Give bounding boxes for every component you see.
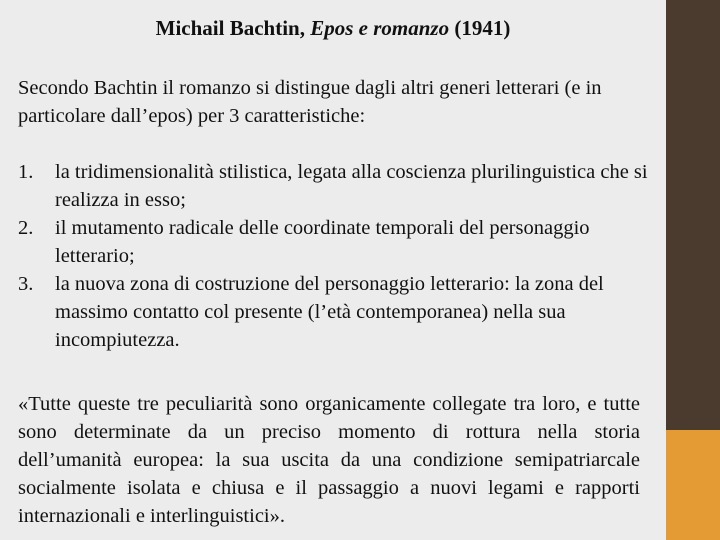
- title-year: (1941): [449, 16, 511, 40]
- list-item: [18, 214, 654, 270]
- list-item: [18, 270, 654, 354]
- list-item: [18, 158, 654, 214]
- list-item-number: 3.: [18, 273, 34, 295]
- list-item-text: il mutamento radicale delle coordinate temporali del personaggio letterario;: [55, 217, 590, 267]
- quote-paragraph: «Tutte queste tre peculiarità sono organicamente collegate tra loro, e tutte sono determinate da un preciso momento di rottura nella storia dell’umanità europea: la sua uscita da una condizione semipatriarcale socialmente isolata e chiusa e il passaggio a nuovi legami e rapporti internazionali e interlinguistici».: [18, 393, 640, 527]
- slide-title: [0, 14, 666, 42]
- list-item-number: 2.: [18, 217, 34, 239]
- list-item-text: la tridimensionalità stilistica, legata alla coscienza plurilinguistica che si realizza in esso;: [55, 161, 648, 211]
- title-author: Michail Bachtin,: [155, 16, 311, 40]
- title-work: Epos e romanzo: [310, 16, 450, 40]
- characteristics-list: [18, 158, 654, 354]
- side-accent-block: [666, 430, 720, 540]
- intro-paragraph: Secondo Bachtin il romanzo si distingue dagli altri generi letterari (e in particolare dall’epos) per 3 caratteristiche:: [18, 77, 602, 127]
- list-item-number: 1.: [18, 161, 34, 183]
- list-item-text: la nuova zona di costruzione del personaggio letterario: la zona del massimo contatto col presente (l’età contemporanea) nella sua incompiutezza.: [55, 273, 604, 351]
